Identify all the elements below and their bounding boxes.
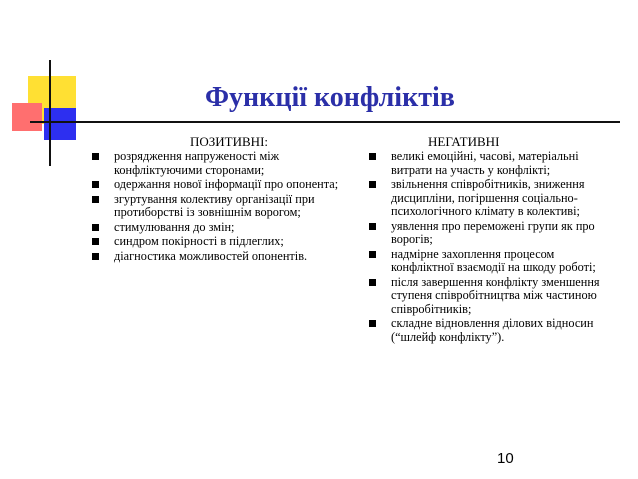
list-item (369, 317, 619, 344)
decor-horizontal-rule (30, 121, 620, 123)
bullet-square-icon (369, 153, 376, 160)
positive-heading: ПОЗИТИВНІ: (190, 134, 269, 149)
list-item-text: уявлення про переможені групи як про ворогів; (391, 218, 595, 246)
positive-list (92, 150, 357, 264)
list-item-text: стимулювання до змін; (114, 219, 235, 234)
list-item-text: згуртування колективу організації при протиборстві із зовнішнім ворогом; (114, 191, 315, 219)
bullet-square-icon (92, 224, 99, 231)
slide-number: 10 (497, 450, 514, 467)
negative-heading: НЕГАТИВНІ (428, 134, 500, 149)
list-item (92, 150, 357, 177)
list-item-text: після завершення конфлікту зменшення ступеня співробітництва між частиною співробітників; (391, 274, 600, 316)
bullet-square-icon (92, 253, 99, 260)
list-item (92, 221, 357, 235)
bullet-square-icon (369, 320, 376, 327)
bullet-square-icon (92, 196, 99, 203)
list-item (369, 150, 619, 177)
bullet-square-icon (92, 238, 99, 245)
decor-vertical-line (49, 60, 51, 166)
decor-red-square (12, 103, 42, 131)
bullet-square-icon (369, 181, 376, 188)
list-item (369, 276, 619, 317)
list-item-text: діагностика можливостей опонентів. (114, 248, 308, 263)
slide-title: Функції конфліктів (205, 82, 455, 113)
negative-list (369, 150, 619, 345)
bullet-square-icon (92, 181, 99, 188)
list-item (369, 178, 619, 219)
list-item-text: великі емоційні, часові, матеріальні витрати на участь у конфлікті; (391, 149, 579, 177)
list-item (92, 193, 357, 220)
bullet-square-icon (369, 223, 376, 230)
list-item-text: розрядження напруженості між конфліктуючими сторонами; (114, 149, 280, 177)
list-item-text: одержання нової інформації про опонента; (114, 177, 339, 191)
list-item (369, 220, 619, 247)
list-item (92, 178, 357, 192)
bullet-square-icon (369, 279, 376, 286)
bullet-square-icon (92, 153, 99, 160)
list-item (92, 250, 357, 264)
list-item-text: синдром покірності в підлеглих; (114, 234, 284, 248)
bullet-square-icon (369, 251, 376, 258)
list-item-text: звільнення співробітників, зниження дисципліни, погіршення соціально-психологічного клімату в колективі; (391, 177, 585, 218)
list-item (369, 248, 619, 275)
list-item-text: складне відновлення ділових відносин (“шлейф конфлікту”). (391, 316, 594, 344)
list-item-text: надмірне захоплення процесом конфліктної взаємодії на шкоду роботі; (391, 246, 596, 274)
list-item (92, 235, 357, 249)
